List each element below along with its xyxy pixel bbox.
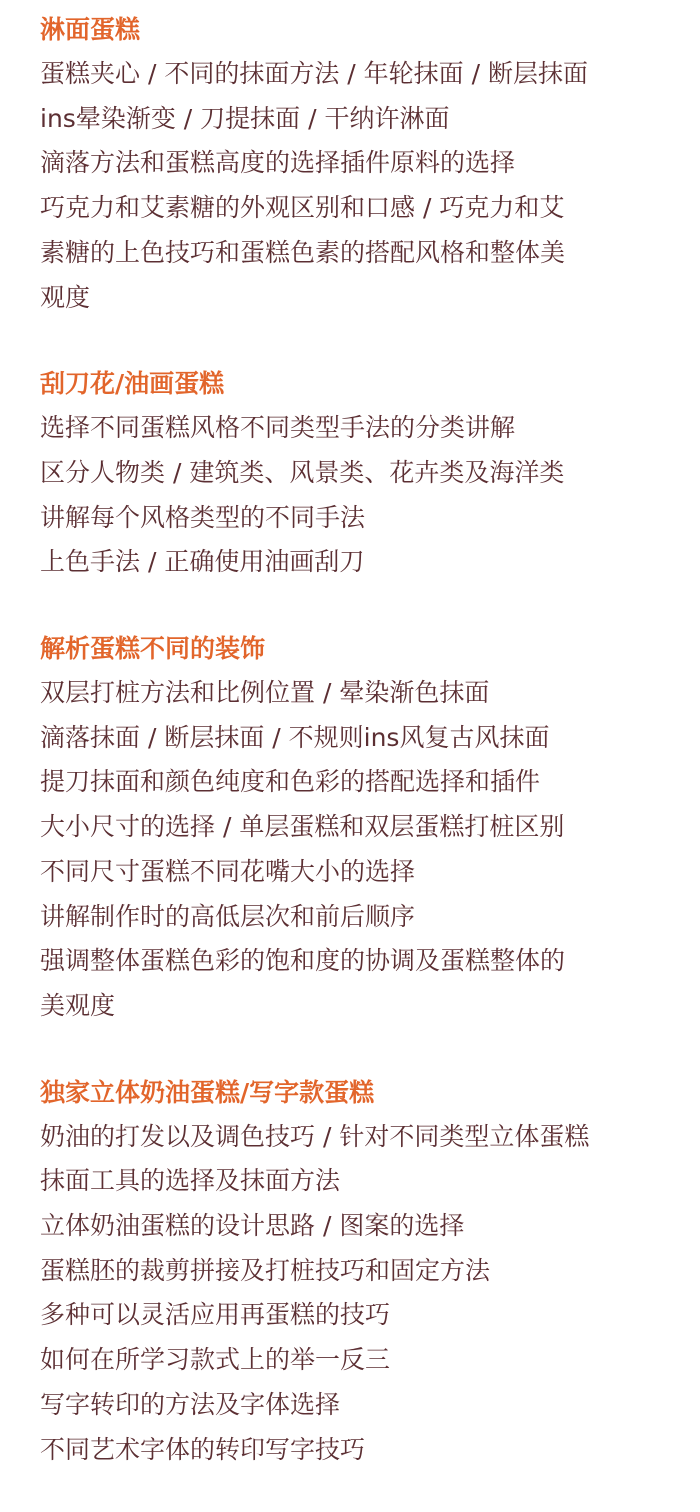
content-line: 素糖的上色技巧和蛋糕色素的搭配风格和整体美	[40, 237, 566, 267]
content-line: 不同尺寸蛋糕不同花嘴大小的选择	[40, 856, 416, 886]
content-line: 观度	[40, 282, 91, 312]
content-line: 上色手法 / 正确使用油画刮刀	[40, 547, 365, 577]
content-line: 强调整体蛋糕色彩的饱和度的协调及蛋糕整体的	[40, 946, 566, 976]
content-line: 美观度	[40, 990, 116, 1020]
content-line: 区分人物类 / 建筑类、风景类、花卉类及海洋类	[40, 457, 565, 487]
content-line: 如何在所学习款式上的举一反三	[40, 1345, 391, 1375]
content-line: 讲解制作时的高低层次和前后顺序	[40, 901, 416, 931]
content-line: ins晕染渐变 / 刀提抹面 / 干纳许淋面	[40, 103, 450, 133]
content-line: 讲解每个风格类型的不同手法	[40, 502, 366, 532]
content-line: 蛋糕夹心 / 不同的抹面方法 / 年轮抹面 / 断层抹面	[40, 59, 588, 88]
section-glaze-cake	[40, 8, 700, 320]
content-line: 立体奶油蛋糕的设计思路 / 图案的选择	[40, 1211, 465, 1241]
content-line: 选择不同蛋糕风格不同类型手法的分类讲解	[40, 413, 516, 443]
content-line: 滴落方法和蛋糕高度的选择插件原料的选择	[40, 148, 516, 178]
section-title: 独家立体奶油蛋糕/写字款蛋糕	[40, 1077, 375, 1107]
section-title: 刮刀花/油画蛋糕	[40, 369, 225, 399]
section-3d-cream-cake	[40, 1071, 700, 1473]
content-line: 蛋糕胚的裁剪拼接及打桩技巧和固定方法	[40, 1255, 491, 1285]
section-palette-knife-cake	[40, 362, 700, 585]
content-line: 多种可以灵活应用再蛋糕的技巧	[40, 1300, 391, 1330]
section-title: 解析蛋糕不同的装饰	[40, 634, 266, 664]
content-line: 双层打桩方法和比例位置 / 晕染渐色抹面	[40, 678, 490, 708]
content-line: 巧克力和艾素糖的外观区别和口感 / 巧克力和艾	[40, 193, 565, 223]
content-line: 滴落抹面 / 断层抹面 / 不规则ins风复古风抹面	[40, 722, 550, 752]
content-line: 大小尺寸的选择 / 单层蛋糕和双层蛋糕打桩区别	[40, 812, 565, 842]
content-line: 提刀抹面和颜色纯度和色彩的搭配选择和插件	[40, 767, 541, 797]
content-line: 写字转印的方法及字体选择	[40, 1389, 341, 1419]
section-title: 淋面蛋糕	[40, 15, 141, 44]
section-cake-decoration	[40, 627, 700, 1029]
content-line: 不同艺术字体的转印写字技巧	[40, 1434, 366, 1464]
content-line: 奶油的打发以及调色技巧 / 针对不同类型立体蛋糕	[40, 1121, 590, 1151]
content-line: 抹面工具的选择及抹面方法	[40, 1166, 341, 1196]
